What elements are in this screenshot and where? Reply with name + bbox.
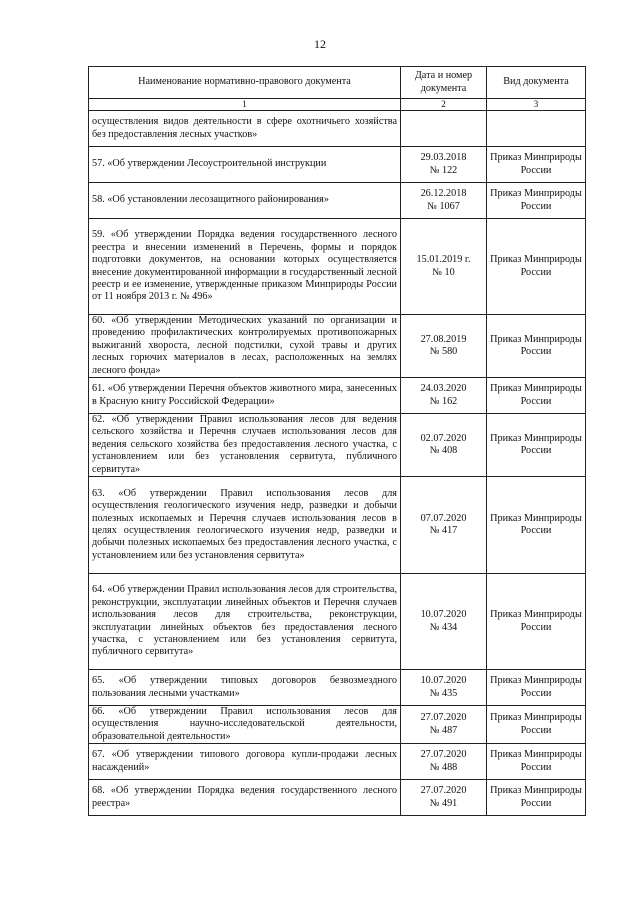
document-date-cell	[401, 111, 487, 147]
document-date: 27.07.2020	[420, 712, 467, 724]
document-kind: Приказ Минприроды России	[487, 780, 586, 816]
document-name: 66. «Об утверждении Правил использования лесов для осуществления научно-исследовательской деятельности, образовательной деятельности»	[89, 706, 401, 744]
table-row	[89, 414, 586, 477]
document-date: 29.03.2018	[420, 152, 467, 164]
column-number: 3	[487, 99, 586, 111]
table-row	[89, 477, 586, 574]
header-name: Наименование нормативно-правового документа	[89, 67, 401, 99]
document-name: 65. «Об утверждении типовых договоров безвозмездного пользования лесными участками»	[89, 670, 401, 706]
document-date: 27.07.2020	[420, 785, 467, 797]
document-date-cell	[401, 219, 487, 315]
document-name: 67. «Об утверждении типового договора купли-продажи лесных насаждений»	[89, 744, 401, 780]
document-name: 64. «Об утверждении Правил использования лесов для строительства, реконструкции, эксплуатации линейных объектов и Перечня случаев использования лесов для строительства, реконструкции, эксплуатации линейных объектов без предоставления лесного участка, с установлением или без установления сервитута, публичного сервитута»	[89, 574, 401, 670]
document-kind: Приказ Минприроды России	[487, 147, 586, 183]
document-name: 62. «Об утверждении Правил использования лесов для ведения сельского хозяйства и Перечня случаев использования лесов для ведения сельского хозяйства без предоставления лесного участка, с установлением или без установления сервитута, публичного сервитута»	[89, 414, 401, 477]
document-date-cell	[401, 706, 487, 744]
document-date: 10.07.2020	[420, 675, 467, 687]
document-number: № 122	[429, 164, 458, 176]
document-name: 59. «Об утверждении Порядка ведения государственного лесного реестра и внесении изменений в Перечень, формы и порядок подготовки документов, на основании которых осуществляется внесение документированной информации в государственный лесной реестр и ее изменение, утвержденные приказом Минприроды России от 11 ноября 2013 г. № 496»	[89, 219, 401, 315]
document-name: 68. «Об утверждении Порядка ведения государственного лесного реестра»	[89, 780, 401, 816]
table-header-row	[89, 67, 586, 99]
column-number-row	[89, 99, 586, 111]
document-kind: Приказ Минприроды России	[487, 744, 586, 780]
document-date: 15.01.2019 г.	[416, 254, 471, 266]
document-number: № 435	[429, 687, 458, 699]
column-number: 2	[401, 99, 487, 111]
document-date-cell	[401, 574, 487, 670]
header-date: Дата и номер документа	[401, 67, 487, 99]
table-row	[89, 183, 586, 219]
document-date: 26.12.2018	[420, 188, 467, 200]
document-kind: Приказ Минприроды России	[487, 414, 586, 477]
table-row	[89, 574, 586, 670]
document-date-cell	[401, 477, 487, 574]
document-number: № 580	[429, 346, 458, 358]
column-number: 1	[89, 99, 401, 111]
document-date: 07.07.2020	[420, 512, 467, 524]
document-name: 61. «Об утверждении Перечня объектов животного мира, занесенных в Красную книгу Российской Федерации»	[89, 378, 401, 414]
regulations-table	[88, 66, 586, 816]
document-date-cell	[401, 147, 487, 183]
document-name: осуществления видов деятельности в сфере охотничьего хозяйства без предоставления лесных участков»	[89, 111, 401, 147]
document-number: № 162	[429, 395, 458, 407]
document-name: 63. «Об утверждении Правил использования лесов для осуществления геологического изучения недр, разведки и добычи полезных ископаемых и Перечня случаев использования лесов в целях осуществления геологического изучения недр, разведки и добычи полезных ископаемых без предоставления лесного участка, с установлением или без установления сервитута»	[89, 477, 401, 574]
page-number: 12	[314, 37, 326, 51]
document-number: № 488	[429, 761, 458, 773]
document-number: № 491	[429, 797, 458, 809]
document-date: 27.08.2019	[420, 333, 467, 345]
document-kind: Приказ Минприроды России	[487, 670, 586, 706]
document-number: № 10	[432, 266, 455, 278]
table-row	[89, 378, 586, 414]
document-name: 58. «Об установлении лесозащитного районирования»	[89, 183, 401, 219]
document-kind: Приказ Минприроды России	[487, 219, 586, 315]
document-date-cell	[401, 414, 487, 477]
table-row	[89, 744, 586, 780]
document-name: 57. «Об утверждении Лесоустроительной инструкции	[89, 147, 401, 183]
document-kind: Приказ Минприроды России	[487, 574, 586, 670]
header-kind: Вид документа	[487, 67, 586, 99]
table-row	[89, 315, 586, 378]
document-date: 24.03.2020	[420, 383, 467, 395]
document-date-cell	[401, 744, 487, 780]
document-kind: Приказ Минприроды России	[487, 477, 586, 574]
document-kind: Приказ Минприроды России	[487, 315, 586, 378]
table-row	[89, 111, 586, 147]
document-kind: Приказ Минприроды России	[487, 183, 586, 219]
document-kind: Приказ Минприроды России	[487, 706, 586, 744]
document-date-cell	[401, 315, 487, 378]
document-number: № 417	[429, 525, 458, 537]
document-kind: Приказ Минприроды России	[487, 378, 586, 414]
document-date: 27.07.2020	[420, 749, 467, 761]
document-date-cell	[401, 378, 487, 414]
document-number: № 1067	[427, 200, 460, 212]
document-date-cell	[401, 183, 487, 219]
document-date: 10.07.2020	[420, 609, 467, 621]
table-row	[89, 219, 586, 315]
document-date-cell	[401, 780, 487, 816]
document-kind	[487, 111, 586, 147]
table-row	[89, 147, 586, 183]
document-date: 02.07.2020	[420, 432, 467, 444]
document-name: 60. «Об утверждении Методических указаний по организации и проведению профилактических контролируемых противопожарных выжиганий хвороста, лесной подстилки, сухой травы и других лесных горючих материалов в лесах, расположенных на землях лесного фонда»	[89, 315, 401, 378]
table-row	[89, 780, 586, 816]
document-number: № 408	[429, 445, 458, 457]
document-number: № 487	[429, 724, 458, 736]
document-date-cell	[401, 670, 487, 706]
document-number: № 434	[429, 621, 458, 633]
table-row	[89, 670, 586, 706]
table-row	[89, 706, 586, 744]
